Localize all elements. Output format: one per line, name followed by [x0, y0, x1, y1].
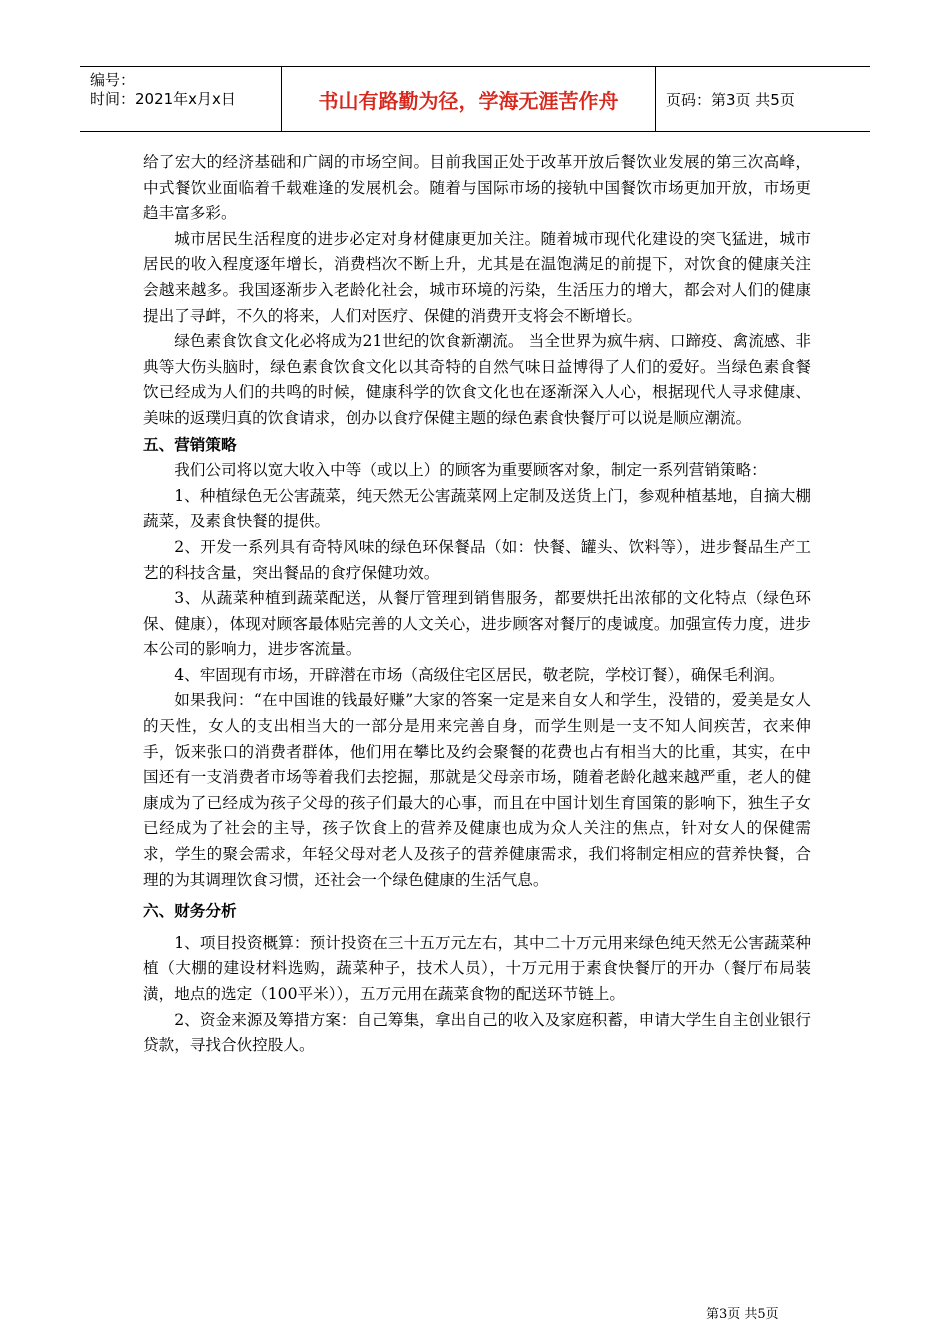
paragraph: 1、项目投资概算：预计投资在三十五万元左右，其中二十万元用来绿色纯天然无公害蔬菜种植（大棚的建设材料选购，蔬菜种子，技术人员），十万元用于素食快餐厅的开办（餐厅布局装潢，地点的选定（100平米）），五万元用在蔬菜食物的配送环节链上。	[143, 933, 811, 1003]
section-heading-marketing: 五、营销策略	[143, 435, 237, 454]
paragraph: 4、牢固现有市场，开辟潜在市场（高级住宅区居民，敬老院，学校订餐），确保毛利润。	[174, 665, 785, 684]
paragraph: 2、资金来源及筹措方案：自己筹集，拿出自己的收入及家庭积蓄，申请大学生自主创业银行贷款，寻找合伙控股人。	[143, 1010, 811, 1055]
page-header	[80, 66, 870, 132]
page-footer: 第3页 共5页	[706, 1307, 779, 1322]
paragraph: 1、种植绿色无公害蔬菜，纯天然无公害蔬菜网上定制及送货上门，参观种植基地，自摘大棚蔬菜，及素食快餐的提供。	[143, 486, 811, 531]
document-body	[143, 150, 811, 1059]
header-page-info: 页码：第3页 共5页	[666, 90, 795, 109]
paragraph: 2、开发一系列具有奇特风味的绿色环保餐品（如：快餐、罐头、饮料等），进步餐品生产工艺的科技含量，突出餐品的食疗保健功效。	[143, 537, 811, 582]
header-meta	[80, 67, 282, 131]
paragraph: 城市居民生活程度的进步必定对身材健康更加关注。随着城市现代化建设的突飞猛进，城市居民的收入程度逐年增长，消费档次不断上升，尤其是在温饱满足的前提下，对饮食的健康关注会越来越多。我国逐渐步入老龄化社会，城市环境的污染，生活压力的增大，都会对人们的健康提出了寻衅，不久的将来，人们对医疗、保健的消费开支将会不断增长。	[143, 229, 811, 325]
paragraph: 如果我问：“在中国谁的钱最好赚”大家的答案一定是来自女人和学生，没错的，爱美是女人的天性，女人的支出相当大的一部分是用来完善自身，而学生则是一支不知人间疾苦，衣来伸手，饭来张口的消费者群体，他们用在攀比及约会聚餐的花费也占有相当大的比重，其实，在中国还有一支消费者市场等着我们去挖掘，那就是父母亲市场，随着老龄化越来越严重，老人的健康成为了已经成为孩子父母的孩子们最大的心事，而且在中国计划生育国策的影响下，独生子女已经成为了社会的主导，孩子饮食上的营养及健康也成为众人关注的焦点，针对女人的保健需求，学生的聚会需求，年轻父母对老人及孩子的营养健康需求，我们将制定相应的营养快餐，合理的为其调理饮食习惯，还社会一个绿色健康的生活气息。	[143, 691, 811, 889]
paragraph: 给了宏大的经济基础和广阔的市场空间。目前我国正处于改革开放后餐饮业发展的第三次高峰，中式餐饮业面临着千载难逢的发展机会。随着与国际市场的接轨中国餐饮市场更加开放，市场更趋丰富多彩。	[143, 153, 811, 223]
paragraph: 我们公司将以宽大收入中等（或以上）的顾客为重要顾客对象，制定一系列营销策略：	[174, 461, 767, 480]
header-motto: 书山有路勤为径，学海无涯苦作舟	[282, 67, 656, 131]
paragraph: 3、从蔬菜种植到蔬菜配送，从餐厅管理到销售服务，都要烘托出浓郁的文化特点（绿色环保、健康），体现对顾客最体贴完善的人文关心，进步顾客对餐厅的虔诚度。加强宣传力度，进步本公司的影响力，进步客流量。	[143, 589, 811, 659]
time-label: 时间：2021年x月x日	[90, 90, 236, 108]
paragraph: 绿色素食饮食文化必将成为21世纪的饮食新潮流。 当全世界为疯牛病、口蹄疫、禽流感、非典等大伤头脑时，绿色素食饮食文化以其奇特的自然气味日益博得了人们的爱好。当绿色素食餐饮已经成为人们的共鸣的时候，健康科学的饮食文化也在逐渐深入人心，根据现代人寻求健康、美味的返璞归真的饮食请求，创办以食疗保健主题的绿色素食快餐厅可以说是顺应潮流。	[143, 332, 811, 427]
section-heading-finance: 六、财务分析	[143, 902, 237, 921]
number-label: 编号：	[90, 71, 136, 89]
